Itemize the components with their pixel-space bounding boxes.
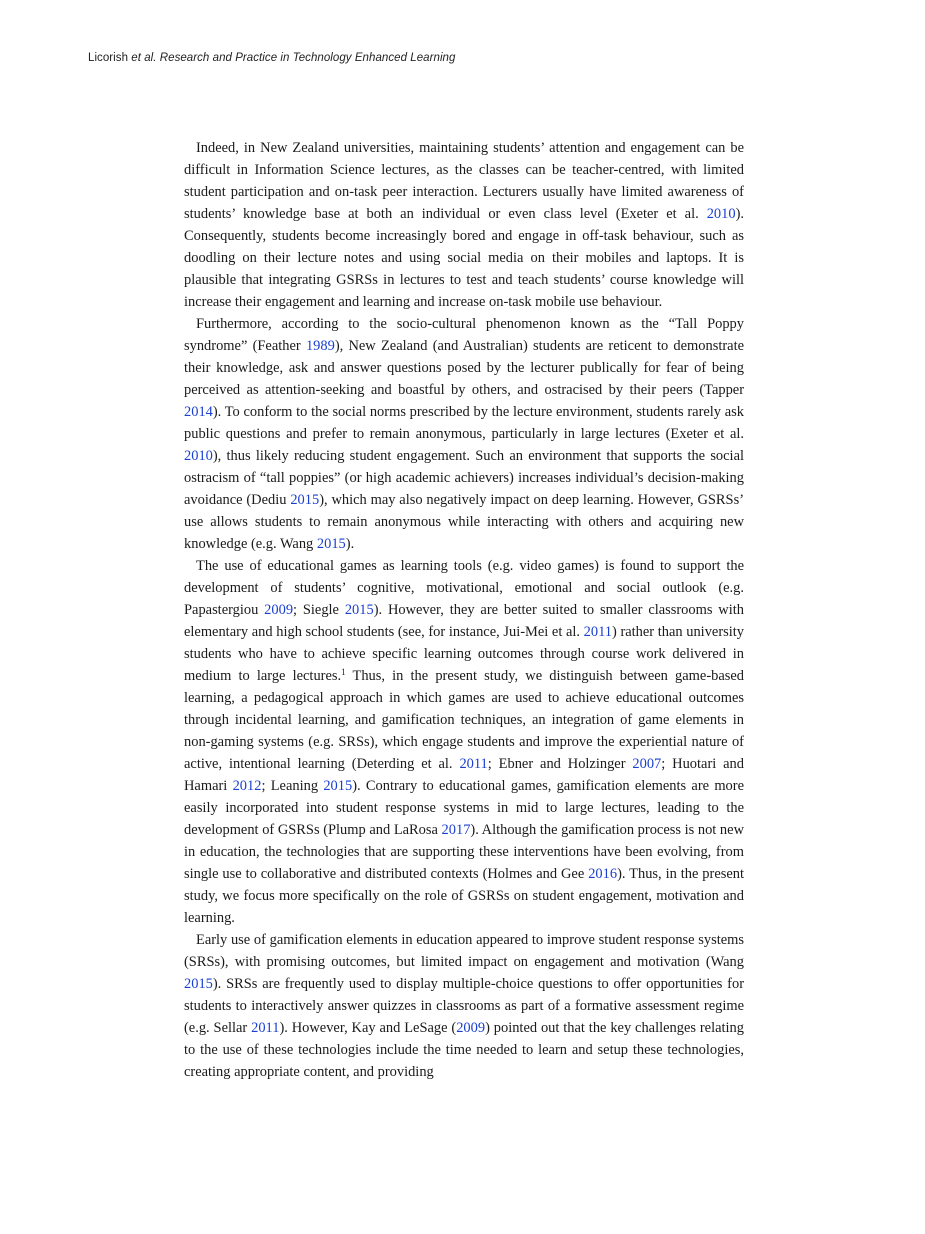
text-run: The use of educational games as learning tools (e.g. video games) is found to support the development of students’ cognitive, motivational, emotional and social outlook (e.g. Papastergiou	[184, 558, 744, 618]
text-run: ), thus likely reducing student engagement. Such an environment that supports the social ostracism of “tall poppies” (or high academic achievers) increases individual’s decision-making avoidance (Dediu	[184, 448, 744, 508]
citation-link[interactable]: 2015	[290, 492, 320, 508]
citation-link[interactable]: 2007	[632, 756, 662, 772]
text-run: Thus, in the present study, we distinguish between game-based learning, a pedagogical approach in which games are used to achieve educational outcomes through incidental learning, and gamification techniques, an integration of game elements in non-gaming systems (e.g. SRSs), which engage students and improve the experiential nature of active, intentional learning (Deterding et al.	[184, 668, 744, 772]
running-head-authors: Licorish	[88, 52, 129, 64]
text-run: ; Leaning	[261, 778, 324, 794]
citation-link[interactable]: 2011	[583, 624, 612, 640]
citation-link[interactable]: 2016	[588, 866, 618, 882]
text-run: ; Siegle	[293, 602, 345, 618]
running-head-et-al: et al.	[131, 52, 157, 64]
body-text	[184, 137, 744, 1083]
text-run: ) pointed out that the key challenges relating to the use of these technologies include the time needed to learn and setup these technologies, creating appropriate content, and providing	[184, 1020, 744, 1080]
text-run: Indeed, in New Zealand universities, maintaining students’ attention and engagement can be difficult in Information Science lectures, as the classes can be teacher-centred, with limited student participation and on-task peer interaction. Lecturers usually have limited awareness of students’ knowledge base at both an individual or even class level (Exeter et al.	[184, 140, 744, 222]
text-run: Furthermore, according to the socio-cultural phenomenon known as the “Tall Poppy syndrome” (Feather	[184, 316, 744, 354]
citation-link[interactable]: 2015	[184, 976, 213, 992]
body-paragraph	[184, 555, 744, 929]
body-paragraph	[184, 313, 744, 555]
text-run: ). Contrary to educational games, gamification elements are more easily incorporated into student response systems in mid to large lectures, leading to the development of GSRSs (Plump and LaRosa	[184, 778, 744, 838]
body-paragraph	[184, 929, 744, 1083]
body-paragraph	[184, 137, 744, 313]
text-run: ) rather than university students who have to achieve specific learning outcomes through course work delivered in medium to large lectures.	[184, 624, 744, 684]
text-run: ). SRSs are frequently used to display multiple-choice questions to offer opportunities for students to interactively answer quizzes in classrooms as part of a formative assessment regime (e.g. Sellar	[184, 976, 744, 1036]
footnote-marker[interactable]: 1	[341, 667, 346, 677]
text-run: ). To conform to the social norms prescribed by the lecture environment, students rarely ask public questions and prefer to remain anonymous, particularly in large lectures (Exeter et al.	[184, 404, 744, 442]
citation-link[interactable]: 2010	[706, 206, 736, 222]
citation-link[interactable]: 2015	[323, 778, 353, 794]
citation-link[interactable]: 2010	[184, 448, 213, 464]
text-run: ).	[345, 536, 355, 552]
citation-link[interactable]: 1989	[305, 338, 335, 354]
running-head-journal: Research and Practice in Technology Enhanced Learning	[159, 52, 456, 64]
citation-link[interactable]: 2015	[344, 602, 374, 618]
citation-link[interactable]: 2009	[264, 602, 294, 618]
citation-link[interactable]: 2014	[184, 404, 213, 420]
running-head	[88, 52, 455, 64]
text-run: ), which may also negatively impact on deep learning. However, GSRSs’ use allows students to remain anonymous while interacting with others and acquiring new knowledge (e.g. Wang	[184, 492, 744, 552]
text-run: ). Thus, in the present study, we focus more specifically on the role of GSRSs on student engagement, motivation and learning.	[184, 866, 744, 926]
citation-link[interactable]: 2011	[459, 756, 488, 772]
text-run: ; Ebner and Holzinger	[487, 756, 633, 772]
text-run: ), New Zealand (and Australian) students are reticent to demonstrate their knowledge, ask and answer questions posed by the lecturer publically for fear of being perceived as attention-seeking and boastful by others, and ostracised by their peers (Tapper	[184, 338, 744, 398]
citation-link[interactable]: 2015	[316, 536, 346, 552]
citation-link[interactable]: 2009	[456, 1020, 486, 1036]
text-run: ). Although the gamification process is not new in education, the technologies that are supporting these interventions have been evolving, from single use to collaborative and distributed contexts (Holmes and Gee	[184, 822, 744, 882]
citation-link[interactable]: 2012	[232, 778, 262, 794]
text-run: ). Consequently, students become increasingly bored and engage in off-task behaviour, such as doodling on their lecture notes and using social media on their mobiles and laptops. It is plausible that integrating GSRSs in lectures to test and teach students’ course knowledge will increase their engagement and learning and increase on-task mobile use behaviour.	[184, 206, 744, 310]
citation-link[interactable]: 2017	[441, 822, 471, 838]
text-run: Early use of gamification elements in education appeared to improve student response systems (SRSs), with promising outcomes, but limited impact on engagement and motivation (Wang	[184, 932, 744, 970]
text-run: ; Huotari and Hamari	[184, 756, 744, 794]
text-run: ). However, Kay and LeSage (	[279, 1020, 457, 1036]
citation-link[interactable]: 2011	[251, 1020, 280, 1036]
text-run: ). However, they are better suited to smaller classrooms with elementary and high school students (see, for instance, Jui-Mei et al.	[184, 602, 744, 640]
